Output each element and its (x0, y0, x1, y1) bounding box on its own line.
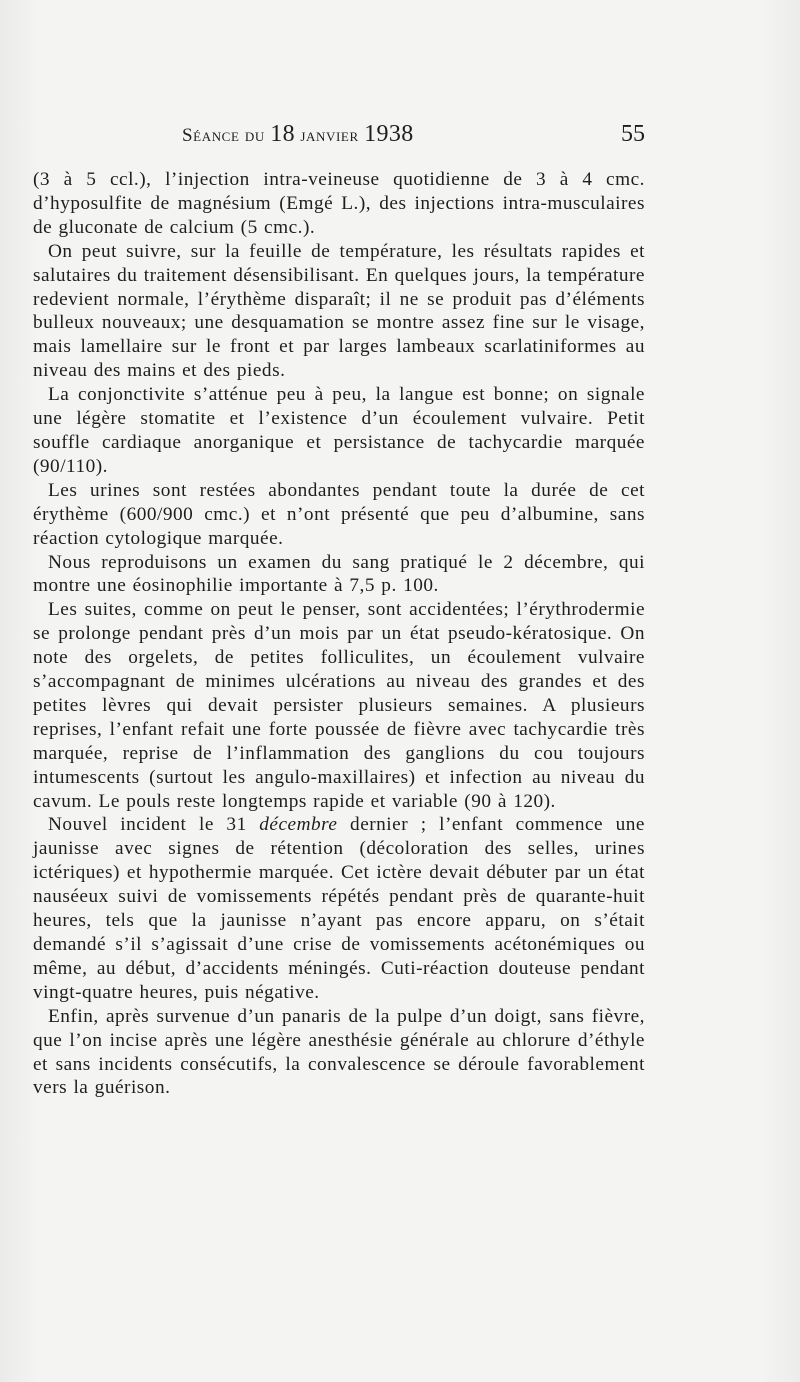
paragraph-7 (33, 813, 645, 1004)
header-title-year: 1938 (364, 121, 414, 147)
running-header (118, 121, 645, 153)
paragraph-1: (3 à 5 ccl.), l’injection intra-veineuse quotidienne de 3 à 4 cmc. d’hyposulfite de magnésium (Emgé L.), des injections intra-musculaires de gluconate de calcium (5 cmc.). (33, 169, 645, 238)
header-title-part1: Séance du (182, 125, 271, 146)
paragraph-3: La conjonctivite s’atténue peu à peu, la langue est bonne; on signale une légère stomatite et l’existence d’un écoulement vulvaire. Petit souffle cardiaque anorganique et persistance de tachycardie marquée (90/110). (33, 384, 645, 477)
paragraph-8: Enfin, après survenue d’un panaris de la pulpe d’un doigt, sans fièvre, que l’on incise après une légère anesthésie générale au chlorure d’éthyle et sans incidents consécutifs, la convalescence se déroule favorablement vers la guérison. (33, 1005, 645, 1099)
header-title (182, 121, 414, 148)
header-title-part2: janvier (295, 125, 365, 146)
paragraph-4: Les urines sont restées abondantes pendant toute la durée de cet érythème (600/900 cmc.) et n’ont présenté que peu d’albumine, sans réaction cytologique marquée. (33, 479, 645, 549)
paragraph-7-rest: dernier ; l’enfant commence une jaunisse avec signes de rétention (décoloration des selles, urines ictériques) et hypothermie marquée. Cet ictère devait débuter par un état nauséeux suivi de vomissements répétés pendant près de quarante-huit heures, tels que la jaunisse n’ayant pas encore apparu, on s’était demandé s’il s’agissait d’une crise de vomissements acétonémiques ou même, au début, d’accidents méningés. Cuti-réaction douteuse pendant vingt-quatre heures, puis négative. (33, 814, 645, 1003)
body-text (33, 168, 645, 1100)
paragraph-5: Nous reproduisons un examen du sang pratiqué le 2 décembre, qui montre une éosinophilie importante à 7,5 p. 100. (33, 551, 645, 597)
paragraph-7-start: Nouvel incident le 31 (48, 814, 260, 836)
paragraph-6: Les suites, comme on peut le penser, sont accidentées; l’érythrodermie se prolonge pendant près d’un mois par un état pseudo-kératosique. On note des orgelets, de petites folliculites, un écoulement vulvaire s’accompagnant de minimes ulcérations au niveau des grandes et des petites lèvres qui devait persister plusieurs semaines. A plusieurs reprises, l’enfant refait une forte poussée de fièvre avec tachycardie très marquée, reprise de l’inflammation des ganglions du cou toujours intumescents (surtout les angulo-maxillaires) et infection au niveau du cavum. Le pouls reste longtemps rapide et variable (90 à 120). (33, 599, 645, 812)
page-number: 55 (621, 121, 645, 147)
paragraph-7-italic-date: décembre (259, 814, 338, 836)
header-title-day: 18 (270, 121, 295, 147)
paragraph-2: On peut suivre, sur la feuille de température, les résultats rapides et salutaires du traitement désensibilisant. En quelques jours, la température redevient normale, l’érythème disparaît; il ne se produit pas d’éléments bulleux nouveaux; une desquamation se montre assez fine sur le visage, mais lamellaire sur le front et par larges lambeaux scarlatiniformes au niveau des mains et des pieds. (33, 240, 645, 382)
